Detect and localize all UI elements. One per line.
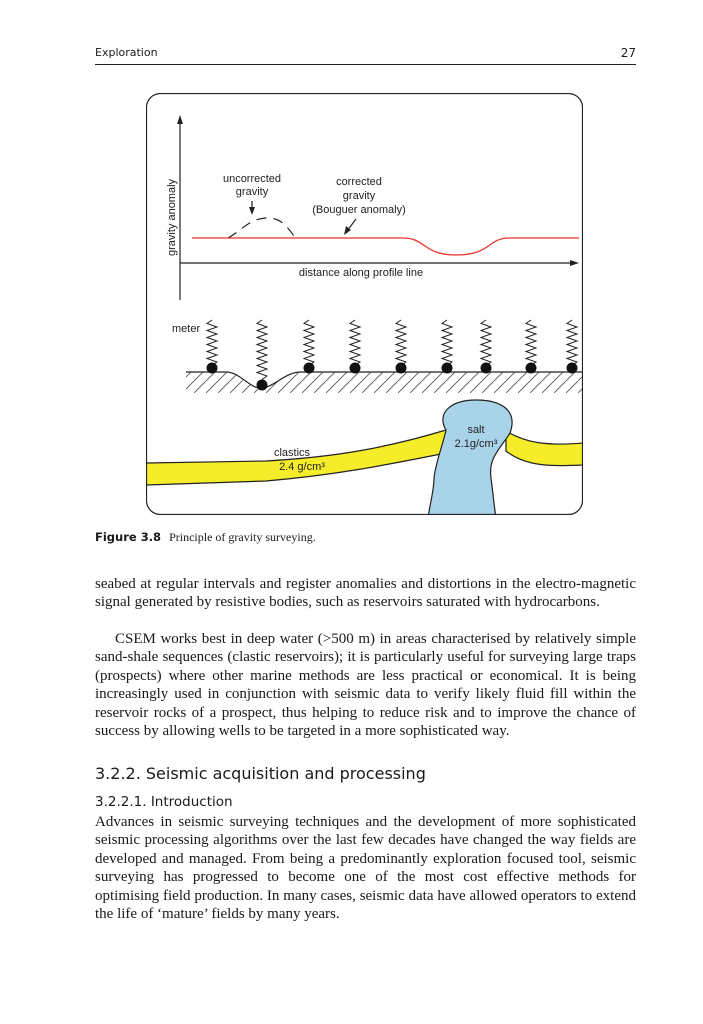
header-rule (95, 64, 636, 65)
meter-label: meter (172, 323, 201, 335)
running-head (95, 46, 636, 62)
page-number: 27 (620, 46, 636, 60)
ground-hatch (186, 372, 583, 393)
section-heading: 3.2.2. Seismic acquisition and processing (95, 764, 426, 783)
corrected-label-line2: gravity (342, 190, 376, 202)
salt-dome (428, 400, 512, 515)
paragraph-1: seabed at regular intervals and register anomalies and distortions in the electro-magnetic signal generated by resistive bodies, such as reservoirs saturated with hydrocarbons. (95, 576, 636, 611)
salt-density: 2.1g/cm³ (454, 438, 498, 450)
x-axis-label: distance along profile line (298, 267, 424, 279)
figure-caption-label: Figure 3.8 (95, 530, 162, 544)
figure-caption-text: Principle of gravity surveying. (169, 530, 316, 544)
corrected-label-line3: (Bouguer anomaly) (312, 204, 406, 216)
y-axis-label: gravity anomaly (166, 178, 178, 256)
clastics-label: clastics (273, 447, 311, 459)
corrected-gravity-curve (192, 238, 579, 255)
clastics-density: 2.4 g/cm³ (279, 461, 325, 473)
uncorrected-label-line2: gravity (235, 186, 269, 198)
corrected-label-line1: corrected (336, 176, 382, 188)
running-head-section: Exploration (95, 46, 158, 59)
clastics-layer-right (506, 431, 583, 466)
gravity-meters (207, 320, 577, 380)
uncorrected-label-line1: uncorrected (222, 173, 282, 185)
salt-label: salt (467, 424, 485, 436)
figure-caption (95, 530, 316, 545)
paragraph-2: CSEM works best in deep water (>500 m) in areas characterised by relatively simple sand-shale sequences (clastic reservoirs); it is particularly useful for surveying large traps (prospects) where other marine methods are less practical or economical. It is being increasingly used in conjunction with seismic data to verify likely fluid fill within the reservoir rocks of a prospect, thus helping to reduce risk and to improve the chance of success by allowing wells to be targeted in a more sophisticated way. (95, 631, 636, 740)
subsection-heading: 3.2.2.1. Introduction (95, 794, 233, 810)
uncorrected-gravity-curve (228, 218, 294, 238)
paragraph-3: Advances in seismic surveying techniques and the development of more sophisticated seismic processing algorithms over the last few decades have changed the way fields are developed and managed. From being a predominantly exploration focused tool, seismic surveying has progressed to become one of the most cost effective methods for optimising field production. In many cases, seismic data have allowed operators to extend the life of ‘mature’ fields by many years. (95, 814, 636, 923)
gravity-survey-figure (146, 93, 583, 515)
